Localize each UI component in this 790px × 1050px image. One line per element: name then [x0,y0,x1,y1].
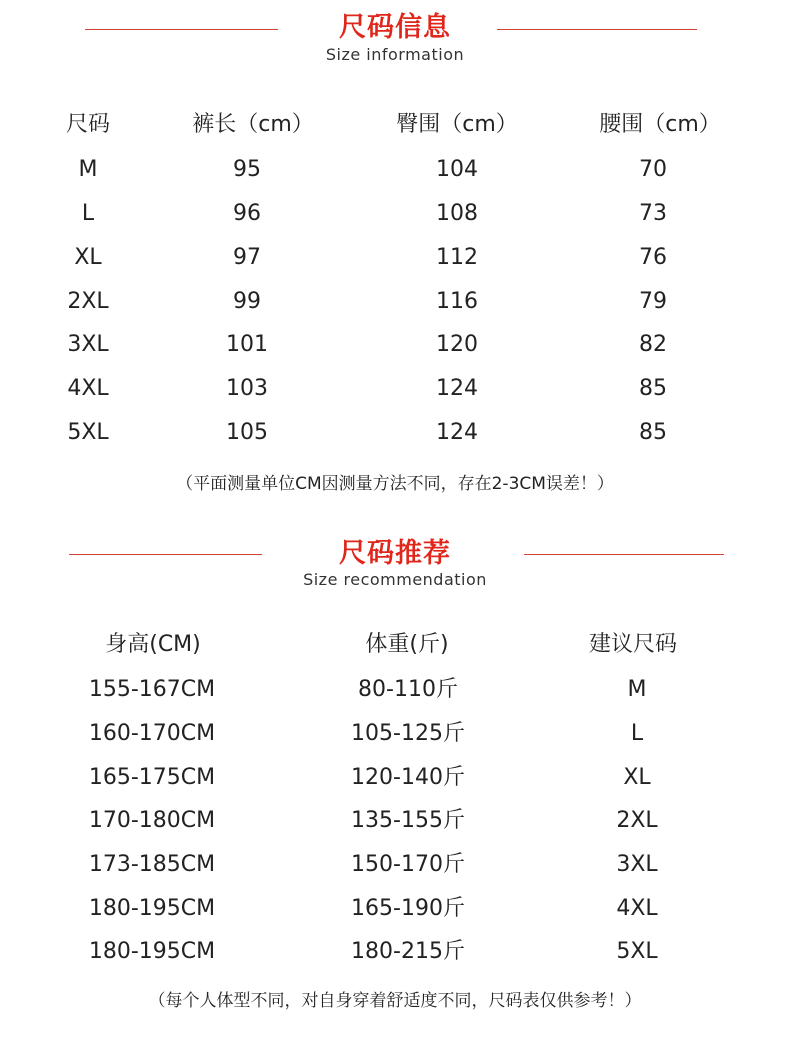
table-row [0,330,790,360]
table-cell: 3XL [67,332,109,357]
table-cell: 108 [436,201,478,226]
table-row [0,719,790,749]
table-cell: L [81,201,95,226]
table-cell: 76 [639,245,667,270]
table-cell: 120 [436,332,478,357]
table-row [0,243,790,273]
table-cell: 4XL [616,896,658,921]
size-rec-title: 尺码推荐 [339,538,451,569]
table-cell: 105 [226,420,268,445]
table-cell: 85 [639,376,667,401]
table-cell: 116 [436,289,478,314]
table-row [0,850,790,880]
table-row [0,199,790,229]
table-cell: 3XL [616,852,658,877]
table-cell: 2XL [616,808,658,833]
table-cell: 79 [639,289,667,314]
table-row [0,937,790,967]
table-cell: 80-110斤 [358,677,458,702]
table-cell: 180-195CM [88,896,216,921]
table-row [0,675,790,705]
table-cell: 173-185CM [88,852,216,877]
table-cell: XL [74,245,102,270]
table-cell: 180-215斤 [351,939,465,964]
size-info-subtitle: Size information [325,45,465,64]
size-info-header-row [0,110,790,140]
size-info-note: （平面测量单位CM因测量方法不同，存在2-3CM误差！） [176,474,614,494]
table-cell: 180-195CM [88,939,216,964]
table-cell: 5XL [67,420,109,445]
table-cell: 82 [639,332,667,357]
table-cell: 112 [436,245,478,270]
column-header: 体重(斤) [365,632,449,657]
table-row [0,894,790,924]
table-cell: 105-125斤 [351,721,465,746]
table-cell: 99 [233,289,261,314]
size-rec-note: （每个人体型不同，对自身穿着舒适度不同，尺码表仅供参考！） [148,991,642,1011]
table-cell: 4XL [67,376,109,401]
table-cell: 96 [233,201,261,226]
size-rec-header-row [0,630,790,660]
table-cell: L [630,721,644,746]
column-header: 腰围（cm） [599,112,721,137]
table-cell: 135-155斤 [351,808,465,833]
table-cell: 70 [639,157,667,182]
table-cell: 101 [226,332,268,357]
table-cell: 150-170斤 [351,852,465,877]
table-cell: 170-180CM [88,808,216,833]
table-cell: 85 [639,420,667,445]
table-cell: 103 [226,376,268,401]
table-cell: 2XL [67,289,109,314]
table-cell: 5XL [616,939,658,964]
table-row [0,287,790,317]
table-cell: XL [623,765,651,790]
table-cell: 124 [436,376,478,401]
table-cell: 95 [233,157,261,182]
column-header: 裤长（cm） [192,112,314,137]
table-row [0,806,790,836]
table-cell: M [78,157,98,182]
column-header: 身高(CM) [105,632,201,657]
table-cell: 155-167CM [88,677,216,702]
size-info-title: 尺码信息 [339,12,451,43]
column-header: 尺码 [65,112,111,137]
table-row [0,418,790,448]
table-row [0,763,790,793]
table-row [0,374,790,404]
table-cell: 165-190斤 [351,896,465,921]
table-cell: 124 [436,420,478,445]
table-cell: 165-175CM [88,765,216,790]
column-header: 建议尺码 [588,632,678,657]
table-cell: 104 [436,157,478,182]
table-cell: 160-170CM [88,721,216,746]
table-row [0,155,790,185]
table-cell: 120-140斤 [351,765,465,790]
table-cell: 97 [233,245,261,270]
column-header: 臀围（cm） [396,112,518,137]
size-rec-subtitle: Size recommendation [303,570,487,589]
table-cell: 73 [639,201,667,226]
table-cell: M [627,677,647,702]
